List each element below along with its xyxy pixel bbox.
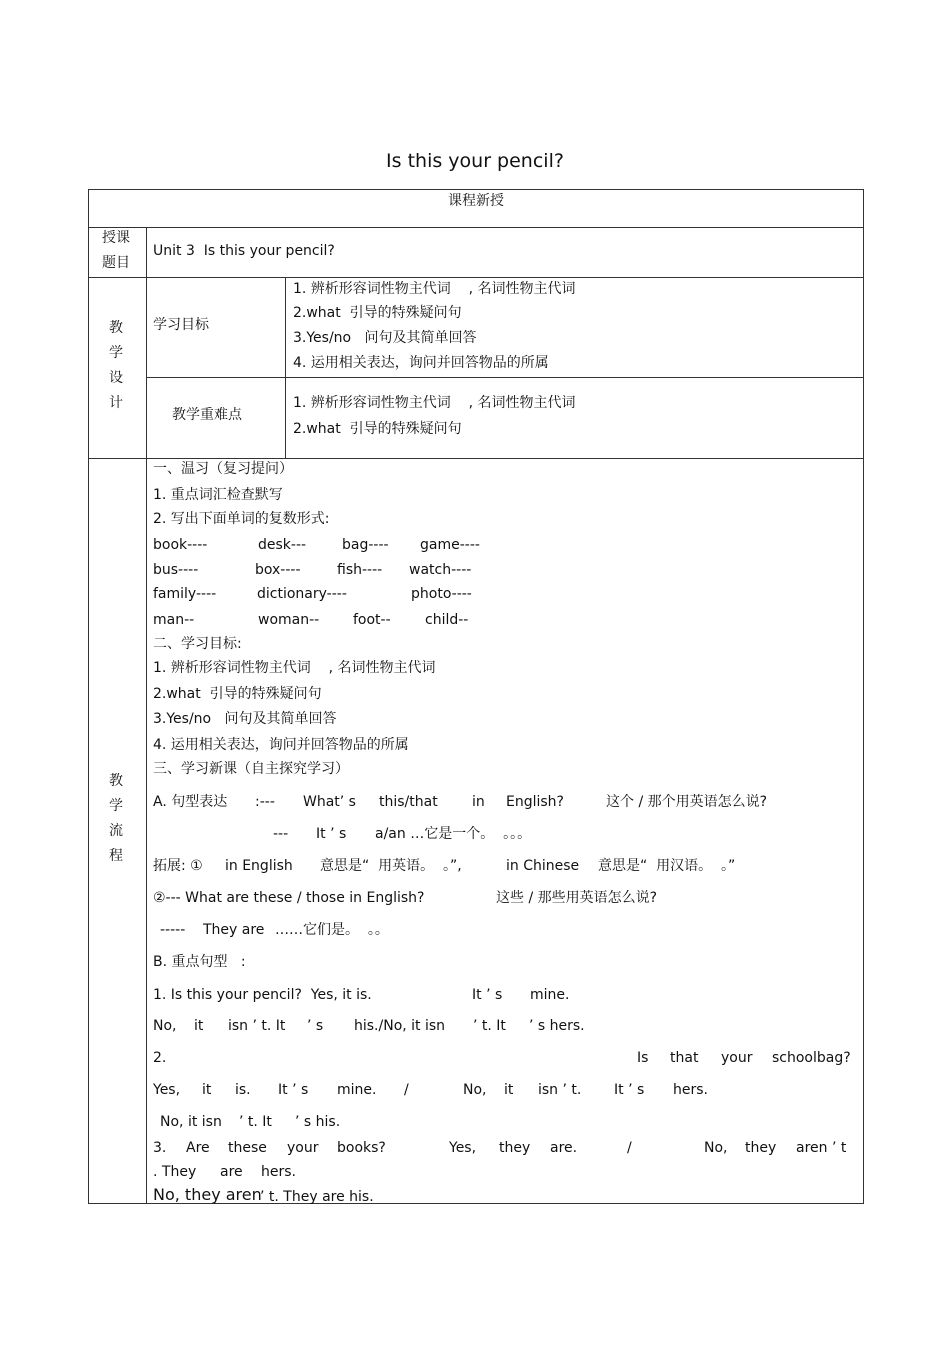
pattern-a: What’ s (303, 794, 356, 810)
goal-item: 3.Yes/no 问句及其简单回答 (153, 711, 337, 727)
sentence-1-answer: ’ t. It (473, 1018, 506, 1034)
extension: in English (225, 858, 293, 874)
goal-item: 4. 运用相关表达，询问并回答物品的所属 (153, 737, 409, 753)
goals-heading: 二、学习目标: (153, 636, 242, 652)
extension: 意思是“ 用英语。 。”, (320, 858, 462, 874)
col-divider-label (146, 227, 147, 1204)
row-divider-design (88, 458, 864, 459)
plural-word: dictionary---- (257, 586, 347, 602)
pattern-a-answer: a/an …它是一个。 。。。 (375, 826, 532, 842)
keypoint-item: 1. 辨析形容词性物主代词 , 名词性物主代词 (293, 395, 576, 411)
sentence-3: they (745, 1140, 777, 1156)
sentence-1-answer: ’ s hers. (529, 1018, 585, 1034)
objective-item: 3.Yes/no 问句及其简单回答 (293, 330, 477, 346)
sentence-1: mine. (530, 987, 570, 1003)
sentence-2-answer-2: ’ s his. (295, 1114, 341, 1130)
plural-word: photo---- (411, 586, 472, 602)
process-label: 教 学 流 程 (109, 773, 123, 864)
sentence-3-answer: No, they aren (153, 1185, 262, 1204)
sentence-3: / (627, 1140, 632, 1156)
plural-word: family---- (153, 586, 217, 602)
pattern-a: English? (506, 794, 564, 810)
sentence-3-cont: . They (153, 1164, 197, 1180)
extension: in Chinese (506, 858, 580, 874)
sentence-1: It ’ s (472, 987, 503, 1003)
plural-word: child-- (425, 612, 469, 628)
sentence-2-number: 2. (153, 1050, 167, 1066)
sentence-1-answer: isn ’ t. It (228, 1018, 286, 1034)
extension: 拓展: ① (153, 858, 203, 874)
objective-item: 1. 辨析形容词性物主代词 , 名词性物主代词 (293, 281, 576, 297)
plural-word: bus---- (153, 562, 199, 578)
extension-2-answer: ----- (160, 922, 186, 938)
sentence-2: schoolbag? (772, 1050, 851, 1066)
sentence-2-answer: No, (463, 1082, 487, 1098)
sentence-3: books? (337, 1140, 386, 1156)
row-divider-objectives (146, 377, 864, 378)
objectives-label: 学习目标 (153, 317, 209, 333)
sentence-2-answer: isn ’ t. (538, 1082, 582, 1098)
review-heading: 一、温习（复习提问） (153, 461, 293, 477)
sentence-1-answer: it (194, 1018, 204, 1034)
extension-2-answer: They are (203, 922, 265, 938)
topic-value: Unit 3 Is this your pencil? (153, 243, 335, 259)
extension-2: ②--- What are these / those in English? (153, 890, 425, 906)
extension: 意思是“ 用汉语。 。” (598, 858, 736, 874)
col-divider-design (285, 277, 286, 458)
sentence-3: aren ’ t (796, 1140, 847, 1156)
sentence-2-answer: it (202, 1082, 212, 1098)
sentence-2-answer: mine. (337, 1082, 377, 1098)
sentence-2: that (670, 1050, 699, 1066)
sentence-3: these (228, 1140, 267, 1156)
plural-word: watch---- (409, 562, 472, 578)
keypoint-item: 2.what 引导的特殊疑问句 (293, 421, 462, 437)
goal-item: 2.what 引导的特殊疑问句 (153, 686, 322, 702)
plural-word: bag---- (342, 537, 389, 553)
plural-word: fish---- (337, 562, 383, 578)
plural-word: desk--- (258, 537, 307, 553)
sentence-3: Yes, (449, 1140, 477, 1156)
plural-word: game---- (420, 537, 480, 553)
plural-word: book---- (153, 537, 208, 553)
pattern-b-heading: B. 重点句型 : (153, 954, 246, 970)
objective-item: 4. 运用相关表达，询问并回答物品的所属 (293, 355, 549, 371)
sentence-1: 1. Is this your pencil? Yes, it is. (153, 987, 372, 1003)
row-divider-topic (88, 277, 864, 278)
sentence-2-answer-2: No, it isn (160, 1114, 222, 1130)
sentence-3: are. (550, 1140, 578, 1156)
plural-word: foot-- (353, 612, 391, 628)
pattern-a: in (472, 794, 485, 810)
pattern-a-answer: It ’ s (316, 826, 347, 842)
sentence-3: your (287, 1140, 319, 1156)
design-label: 教 学 设 计 (109, 320, 123, 411)
keypoints-label: 教学重难点 (172, 407, 242, 423)
plural-word: man-- (153, 612, 195, 628)
sentence-3-cont: hers. (261, 1164, 296, 1180)
review-item: 1. 重点词汇检查默写 (153, 487, 283, 503)
topic-label: 授课 题目 (102, 230, 130, 271)
sentence-3: No, (704, 1140, 728, 1156)
sentence-2-answer-2: ’ t. It (239, 1114, 272, 1130)
sentence-2: Is (637, 1050, 649, 1066)
sentence-2: your (721, 1050, 753, 1066)
pattern-a: A. 句型表达 (153, 794, 228, 810)
pattern-a: 这个 / 那个用英语怎么说? (606, 794, 768, 810)
page-title: Is this your pencil? (386, 150, 564, 172)
sentence-3: 3. (153, 1140, 167, 1156)
sentence-3: Are (186, 1140, 210, 1156)
sentence-2-answer: It ’ s (614, 1082, 645, 1098)
sentence-3: they (499, 1140, 531, 1156)
sentence-2-answer: hers. (673, 1082, 708, 1098)
pattern-a: this/that (379, 794, 438, 810)
pattern-a: :--- (255, 794, 275, 810)
sentence-2-answer: is. (235, 1082, 251, 1098)
row-divider-header (88, 227, 864, 228)
pattern-a-answer: --- (273, 826, 289, 842)
sentence-1-answer: ’ s (307, 1018, 324, 1034)
sentence-2-answer: It ’ s (278, 1082, 309, 1098)
plural-word: box---- (255, 562, 301, 578)
sentence-2-answer: Yes, (153, 1082, 181, 1098)
sentence-1-answer: No, (153, 1018, 177, 1034)
sentence-2-answer: / (404, 1082, 409, 1098)
goal-item: 1. 辨析形容词性物主代词 , 名词性物主代词 (153, 660, 436, 676)
sentence-2-answer: it (504, 1082, 514, 1098)
plural-word: woman-- (258, 612, 320, 628)
sentence-3-cont: are (220, 1164, 243, 1180)
new-lesson-heading: 三、学习新课（自主探究学习） (153, 761, 349, 777)
table-header: 课程新授 (448, 193, 504, 209)
review-item: 2. 写出下面单词的复数形式: (153, 511, 330, 527)
extension-2-answer: ……它们是。 。。 (275, 922, 389, 938)
sentence-3-answer: ’ t. They are his. (260, 1189, 374, 1205)
extension-2: 这些 / 那些用英语怎么说? (496, 890, 658, 906)
objective-item: 2.what 引导的特殊疑问句 (293, 305, 462, 321)
sentence-1-answer: his./No, it isn (354, 1018, 446, 1034)
